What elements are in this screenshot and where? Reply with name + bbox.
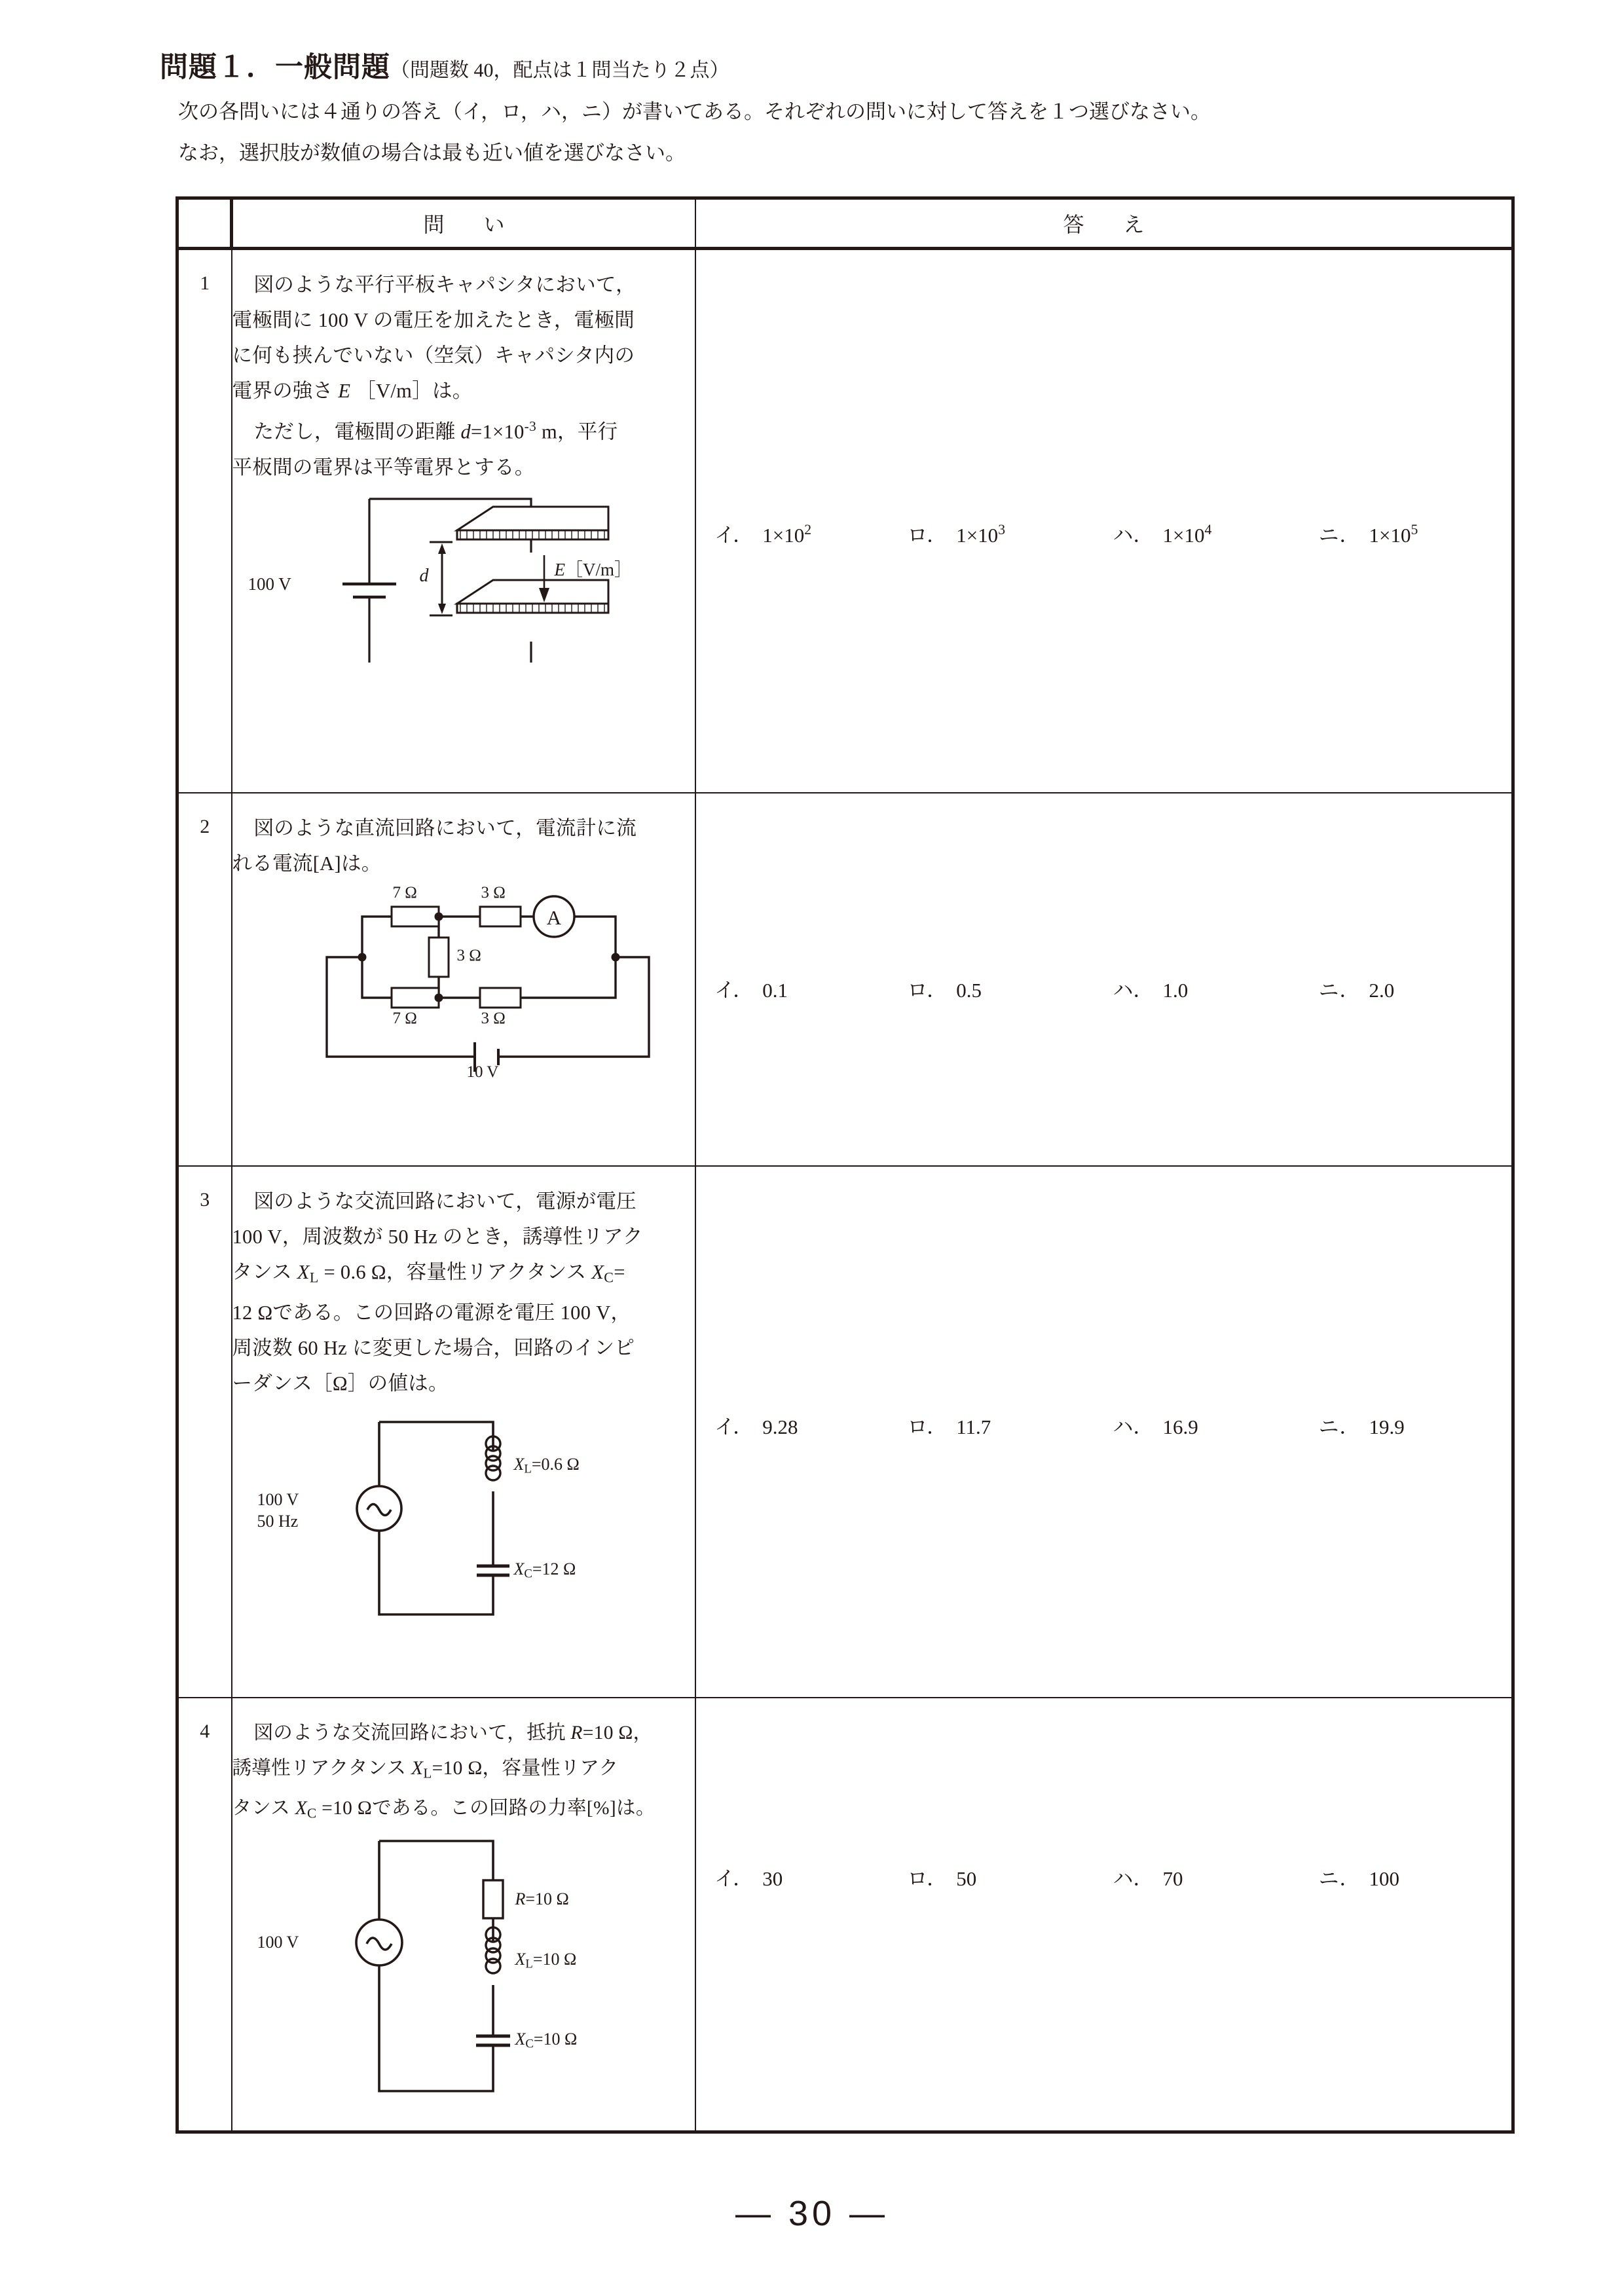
answer-cell-2 — [695, 793, 1513, 1166]
inductor-label: $X_L=0.6$ Ω — [513, 1455, 580, 1476]
instruction-line-1: 次の各問いには４通りの答え（イ，ロ，ハ，ニ）が書いてある。それぞれの問いに対して答えを１つ選びなさい。 — [178, 100, 1211, 123]
choice-value: 70 — [1162, 1867, 1183, 1890]
choice-4-i[interactable]: イ． 30 — [714, 1867, 783, 1890]
choice-1-ro[interactable]: ロ． $1\times 10^3$ — [907, 522, 1006, 547]
figure-lc-series-ac-circuit — [257, 1410, 599, 1630]
capacitor-field-label: E［V/m］ — [554, 560, 633, 579]
choice-3-ro[interactable]: ロ． 11.7 — [907, 1415, 991, 1438]
choice-value: $1\times 10^5$ — [1369, 522, 1418, 547]
battery-label: 10 V — [466, 1063, 499, 1081]
question-body-1 — [232, 249, 696, 793]
question-body-2 — [232, 793, 696, 1166]
choice-row-3 — [696, 1410, 1511, 1440]
choice-value: $1\times 10^4$ — [1162, 522, 1212, 547]
question-text-4 — [232, 1698, 695, 1831]
resistor-label-bottom-right: 3 Ω — [481, 1010, 506, 1027]
choice-row-4 — [696, 1862, 1511, 1891]
question-text-1: 図のような平行平板キャパシタにおいて， 電極間に 100 V の電圧を加えたとき，電極間 に何も挟んでいない（空気）キャパシタ内の 電界の強さ E ［V/m］は。 ただし，電極間の距離 $d=1\times 10^{-3}$ m，平行 平板間の電界は平等電界とする。 — [232, 250, 695, 485]
ac-source-label: 100 V — [257, 1933, 299, 1952]
page-title: 問題１．一般問題 — [160, 52, 390, 83]
capacitor-source-label: 100 V — [248, 574, 291, 594]
header-label-answer: 答 え — [1063, 213, 1154, 236]
choice-4-ni[interactable]: ニ． 100 — [1318, 1867, 1399, 1890]
choice-2-ro[interactable]: ロ． 0.5 — [907, 979, 982, 1002]
choice-4-ha[interactable]: ハ． 70 — [1113, 1867, 1183, 1890]
choice-value: 19.9 — [1369, 1415, 1405, 1438]
instruction-line-2: なお，選択肢が数値の場合は最も近い値を選びなさい。 — [178, 141, 686, 164]
question-number: 4 — [177, 1698, 232, 2132]
table-header-row — [177, 198, 1513, 249]
choice-value: 16.9 — [1162, 1415, 1198, 1438]
question-body-4 — [232, 1698, 696, 2132]
choice-2-ni[interactable]: ニ． 2.0 — [1318, 979, 1395, 1002]
choice-value: 30 — [762, 1867, 783, 1890]
resistor-label-top-left: 7 Ω — [392, 884, 417, 902]
question-number: 1 — [177, 249, 232, 793]
choice-3-i[interactable]: イ． 9.28 — [714, 1415, 798, 1438]
page-subtitle: （問題数 40，配点は１問当たり２点） — [390, 60, 729, 81]
table-row — [177, 793, 1513, 1166]
figure-rlc-series-ac-circuit — [257, 1829, 599, 2107]
question-text-1-line4: 電界の強さ E ［V/m］は。 — [232, 380, 473, 402]
choice-2-i[interactable]: イ． 0.1 — [714, 979, 788, 1002]
answer-cell-3 — [695, 1166, 1513, 1698]
choice-row-2 — [696, 974, 1511, 1003]
page-header — [160, 54, 1509, 163]
choice-1-i[interactable]: イ． $1\times 10^2$ — [714, 522, 812, 547]
question-number: 3 — [177, 1166, 232, 1698]
choice-value: 100 — [1369, 1867, 1399, 1890]
question-text-4-line3: タンス $X_C =10$ Ωである。この回路の力率[%]は。 — [232, 1798, 655, 1821]
capacitor-bottom-plate — [457, 580, 608, 613]
choice-value: 2.0 — [1369, 979, 1395, 1002]
table-row — [177, 1166, 1513, 1698]
choice-1-ni[interactable]: ニ． $1\times 10^5$ — [1318, 522, 1418, 547]
choice-row-1 — [696, 519, 1511, 548]
table-row — [177, 1698, 1513, 2132]
capacitor-label: $X_C=10$ Ω — [515, 2030, 578, 2051]
resistor-label-bottom-left: 7 Ω — [392, 1010, 417, 1027]
question-number: 2 — [177, 793, 232, 1166]
bridge-circuit-svg — [318, 885, 658, 1082]
choice-3-ni[interactable]: ニ． 19.9 — [1318, 1415, 1405, 1438]
question-table — [175, 196, 1515, 2134]
lc-circuit-svg — [311, 1410, 599, 1626]
question-text-4-line1: 図のような交流回路において，抵抗 R=10 Ω， — [253, 1722, 653, 1743]
header-cell-number — [177, 198, 232, 249]
question-text-4-line2: 誘導性リアクタンス $X_L=10$ Ω，容量性リアク — [232, 1758, 619, 1781]
choice-1-ha[interactable]: ハ． $1\times 10^4$ — [1113, 522, 1212, 547]
resistor-label-middle: 3 Ω — [456, 947, 481, 964]
answer-cell-1 — [695, 249, 1513, 793]
question-text-1-line5: ただし，電極間の距離 $d=1\times 10^{-3}$ m，平行 — [253, 418, 618, 443]
question-body-3 — [232, 1166, 696, 1698]
figure-dc-bridge-circuit — [318, 885, 658, 1085]
choice-value: 0.5 — [956, 979, 982, 1002]
header-cell-question — [232, 198, 696, 249]
choice-value: 9.28 — [762, 1415, 798, 1438]
svg-text:A: A — [546, 906, 561, 929]
choice-value: 1.0 — [1162, 979, 1189, 1002]
resistor-label: R=10 Ω — [515, 1889, 569, 1908]
choice-value: $1\times 10^3$ — [956, 522, 1006, 547]
inductor-label: $X_L=10$ Ω — [515, 1950, 577, 1971]
choice-4-ro[interactable]: ロ． 50 — [907, 1867, 977, 1890]
capacitor-top-plate — [457, 507, 608, 539]
choice-2-ha[interactable]: ハ． 1.0 — [1113, 979, 1189, 1002]
header-title-line — [160, 54, 1509, 82]
choice-value: 11.7 — [956, 1415, 991, 1438]
resistor-label-top-right: 3 Ω — [481, 884, 506, 902]
capacitor-gap-label: d — [419, 566, 429, 586]
question-text-3: 図のような交流回路において，電源が電圧 100 V，周波数が 50 Hz のとき，誘導性リアク タンス $X_L = 0.6$ Ω，容量性リアクタンス $X_C=$ 12 Ωである。この回路の電源を電圧 100 V， 周波数 60 Hz に変更した場合，回路のインピ ーダンス［Ω］の値は。 — [232, 1167, 695, 1401]
question-text-2: 図のような直流回路において，電流計に流 れる電流[A]は。 — [232, 817, 637, 875]
choice-value: $1\times 10^2$ — [762, 522, 812, 547]
answer-cell-4 — [695, 1698, 1513, 2132]
table-row — [177, 249, 1513, 793]
page-number: — 30 — — [735, 2194, 889, 2233]
figure-parallel-plate-capacitor — [248, 492, 669, 666]
header-label-question: 問 い — [423, 213, 514, 236]
choice-value: 0.1 — [762, 979, 788, 1002]
gap-dimension — [430, 542, 452, 615]
choice-value: 50 — [956, 1867, 977, 1890]
question-text-3-line3: タンス $X_L = 0.6$ Ω，容量性リアクタンス $X_C=$ — [232, 1261, 625, 1286]
header-cell-answer — [695, 198, 1513, 249]
ac-source-label: 100 V 50 Hz — [257, 1490, 299, 1531]
choice-3-ha[interactable]: ハ． 16.9 — [1113, 1415, 1198, 1438]
capacitor-label: $X_C=12$ Ω — [513, 1559, 576, 1581]
